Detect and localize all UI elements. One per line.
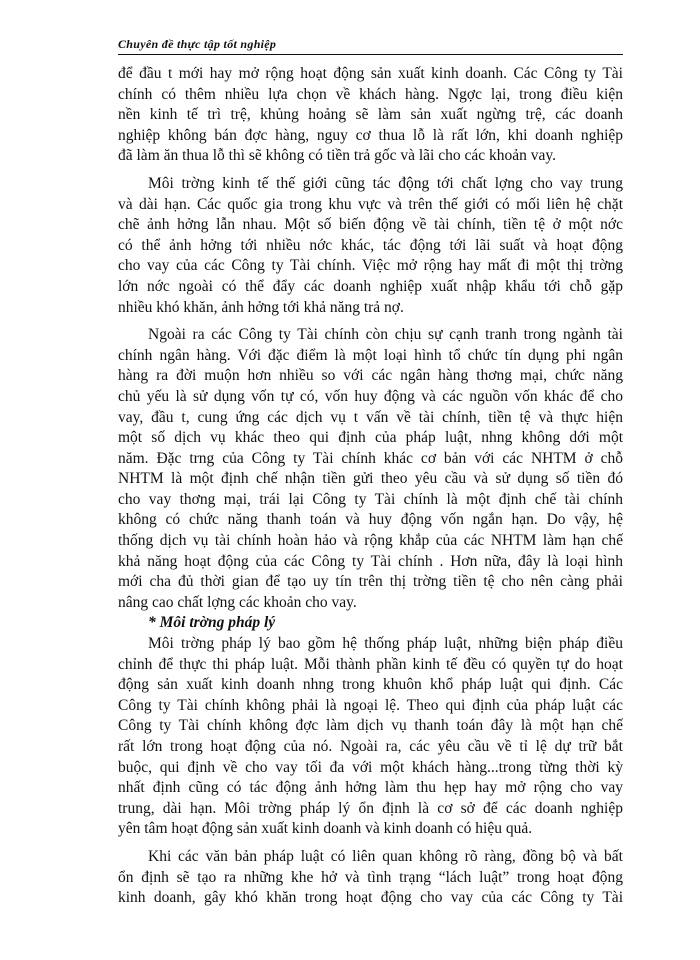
text-line: mới cha đủ thời gian để tạo uy tín trên thị trờng tiền tệ cho nên càng phải: [118, 573, 623, 591]
text-line: trung, dài hạn. Môi trờng pháp lý ổn định là cơ sở để các doanh nghiệp: [118, 799, 623, 817]
section-heading: * Môi trờng pháp lý: [148, 614, 276, 632]
text-line: hàng ra đời muộn hơn nhiều so với các ngân hàng thơng mại, chức năng: [118, 367, 623, 385]
text-line: động sản xuất kinh doanh nhng trong khuôn khổ pháp luật qui định. Các: [118, 676, 623, 694]
text-line: chính ngân hàng. Với đặc điểm là một loại hình tổ chức tín dụng phi ngân: [118, 346, 623, 364]
header-rule: [118, 54, 623, 55]
text-line: kinh doanh, gây khó khăn trong hoạt động cho vay của các Công ty Tài: [118, 889, 623, 907]
header-title: Chuyên đề thực tập tốt nghiệp: [118, 37, 277, 51]
text-line: rất lớn trong hoạt động của nó. Ngoài ra, các yêu cầu về tỉ lệ dự trữ bắt: [118, 738, 623, 755]
text-line: năm. Đặc trng của Công ty Tài chính khác cơ bản với các NHTM ở chỗ: [118, 449, 623, 467]
text-line: không có chức năng thanh toán và huy động vốn ngắn hạn. Do vậy, hệ: [118, 511, 623, 529]
text-line: cho vay của các Công ty Tài chính. Việc mở rộng hay mất đi một thị trờng: [118, 257, 623, 275]
text-line: đã làm ăn thua lỗ thì sẽ không có tiền trả gốc và lãi cho các khoản vay.: [118, 147, 557, 165]
text-line: nền kinh tế trì trệ, khủng hoảng sẽ làm sản xuất ngừng trệ, các doanh: [118, 106, 623, 124]
text-line: chủ yếu là sử dụng vốn tự có, vốn huy động và các nguồn vốn khác để cho: [118, 387, 623, 405]
text-line: ổn định sẽ tạo ra những khe hở và tình trạng “lách luật” trong hoạt động: [118, 868, 623, 886]
text-line: yên tâm hoạt động sản xuất kinh doanh và kinh doanh có hiệu quả.: [118, 820, 533, 838]
text-line: chính có thêm nhiều lựa chọn về khách hàng. Ngợc lại, trong điều kiện: [118, 85, 623, 103]
text-line: nhất định cũng có tác động ảnh hởng làm thu hẹp hay mở rộng cho vay: [118, 779, 623, 797]
text-line: một số dịch vụ khác theo qui định của pháp luật, nhng không dới một: [118, 429, 623, 447]
text-line: Ngoài ra các Công ty Tài chính còn chịu sự cạnh tranh trong ngành tài: [148, 326, 623, 344]
text-line: NHTM là một định chế nhận tiền gửi theo yêu cầu và sử dụng số tiền đó: [118, 470, 623, 488]
text-line: và dài hạn. Các quốc gia trong khu vực và trên thế giới có mối liên hệ chặt: [118, 195, 623, 213]
text-line: nâng cao chất lợng các khoản cho vay.: [118, 593, 357, 611]
text-line: khả năng hoạt động của các Công ty Tài chính . Hơn nữa, đây là loại hình: [118, 552, 623, 570]
text-line: nghiệp không bán đợc hàng, nguy cơ thua lỗ là rất lớn, khi doanh nghiệp: [118, 126, 623, 144]
text-line: Công ty Tài chính không phải là ngoại lệ. Theo qui định của pháp luật các: [118, 696, 623, 714]
text-line: Môi trờng kinh tế thế giới cũng tác động tới chất lợng cho vay trung: [148, 174, 623, 192]
text-line: buộc, qui định về cho vay tối đa với một khách hàng...trong từng thời kỳ: [118, 758, 623, 776]
text-line: có thể ảnh hởng tới nhiều nớc khác, tác động tới lãi suất và hoạt động: [118, 236, 623, 254]
text-line: chẽ ảnh hởng lẫn nhau. Một số biến động về tài chính, tiền tệ ở một nớc: [118, 216, 623, 234]
page-header: [118, 36, 623, 52]
text-line: lớn nớc ngoài có thể đẩy các doanh nghiệp xuất nhập khẩu tới chỗ gặp: [118, 277, 623, 295]
text-line: Công ty Tài chính không đợc làm dịch vụ thanh toán đây là một hạn chế: [118, 717, 623, 735]
text-line: vay, đầu t, cung ứng các dịch vụ t vấn về tài chính, tiền tệ và thực hiện: [118, 408, 623, 426]
text-line: nhiều khó khăn, ảnh hởng tới khả năng trả nợ.: [118, 298, 404, 316]
text-line: chỉnh để thực thi pháp luật. Mỗi thành phần kinh tế đều có quyền tự do hoạt: [118, 655, 623, 673]
text-line: để đầu t mới hay mở rộng hoạt động sản xuất kinh doanh. Các Công ty Tài: [118, 65, 623, 82]
body-text: [118, 64, 623, 909]
text-line: Khi các văn bản pháp luật có liên quan không rõ ràng, đồng bộ và bất: [148, 847, 623, 865]
text-line: Môi trờng pháp lý bao gồm hệ thống pháp luật, những biện pháp điều: [148, 635, 623, 653]
text-line: cho vay thơng mại, trái lại Công ty Tài chính là một định chế tài chính: [118, 490, 623, 508]
text-line: thống dịch vụ tài chính hoàn hảo và rộng khắp của các NHTM làm hạn chế: [118, 532, 623, 550]
